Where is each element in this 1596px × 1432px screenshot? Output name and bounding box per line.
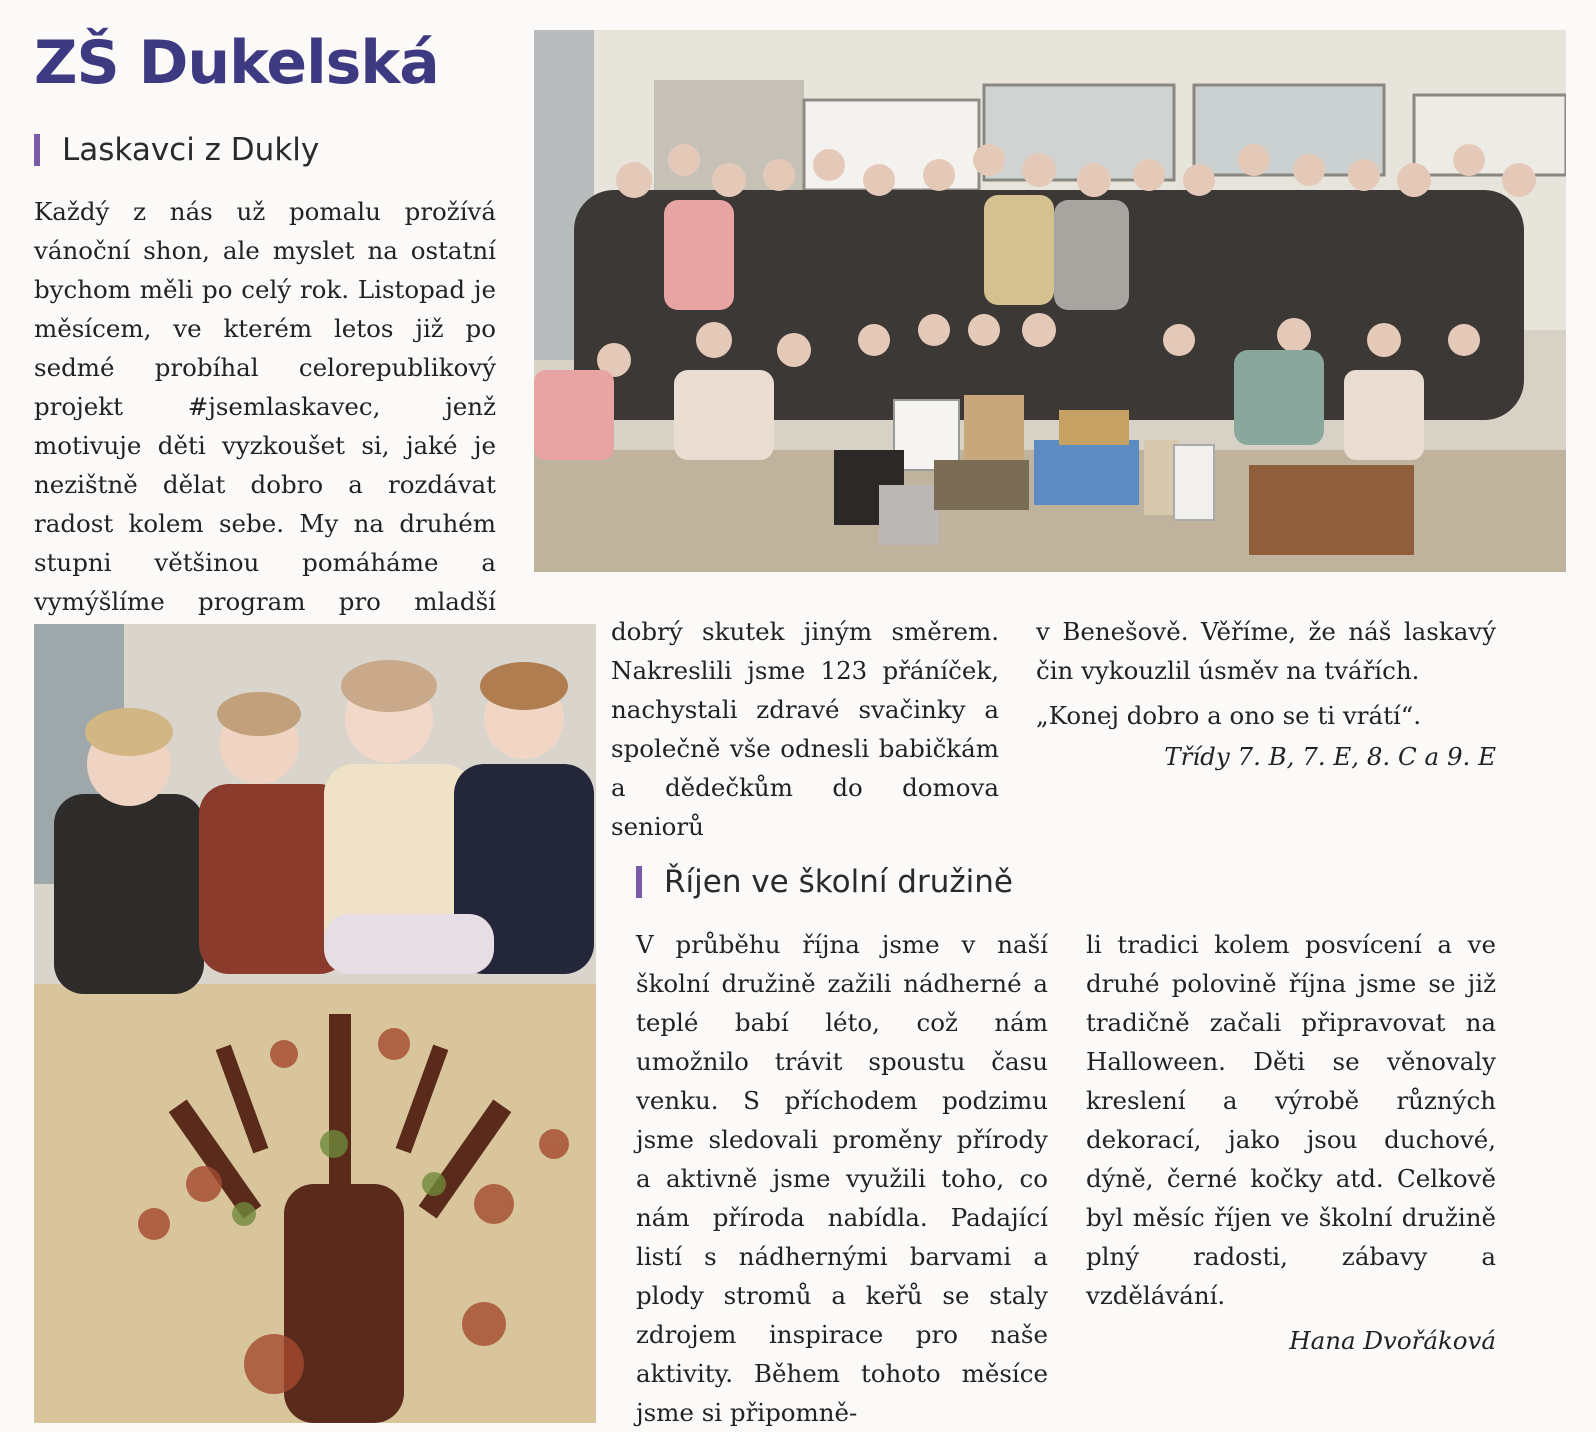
article1-paragraph-3: v Benešově. Věříme, že náš laskavý čin vykouzlil úsměv na tvářích.	[1036, 617, 1496, 685]
article2-signature: Hana Dvořáková	[1289, 1326, 1496, 1355]
article-heading-laskavci	[34, 130, 319, 170]
article1-column-right	[1036, 612, 1496, 776]
article1-signature: Třídy 7. B, 7. E, 8. C a 9. E	[1164, 742, 1496, 771]
article-heading-rijen	[636, 862, 1013, 902]
page-title: ZŠ Dukelská	[34, 28, 439, 98]
article2-paragraph-1: V průběhu října jsme v naší školní družině zažili nádherné a teplé babí léto, což nám umožnilo trávit spoustu času venku. S příchodem podzimu jsme sledovali proměny přírody a aktivně jsme využili toho, co nám příroda nabídla. Padající listí s nádhernými barvami a plody stromů a keřů se staly zdrojem inspirace pro naše aktivity. Během tohoto měsíce jsme si připomně-	[636, 930, 1048, 1427]
article1-column-middle	[611, 612, 999, 846]
article2-column-right	[1086, 925, 1496, 1360]
article1-paragraph-1: Každý z nás už pomalu prožívá vánoční shon, ale myslet na ostatní bychom měli po celý rok. Listopad je měsícem, ve kterém letos již po sedmé probíhal celorepublikový projekt #jsemlaskavec, jenž motivuje děti vyzkoušet si, jaké je nezištně dělat dobro a rozdávat radost kolem sebe. My na druhém stupni většinou pomáháme a vymýšlíme program pro mladší	[34, 197, 496, 616]
article2-column-left	[636, 925, 1048, 1432]
group-photo	[534, 30, 1566, 572]
article1-paragraph-2: dobrý skutek jiným směrem. Nakreslili jsme 123 přáníček, nachystali zdravé svačinky a společně vše odnesli babičkám a dědečkům do domova seniorů	[611, 617, 999, 841]
article-heading-text: Laskavci z Dukly	[62, 132, 320, 168]
children-photo	[34, 624, 596, 1423]
article-heading-text: Říjen ve školní družině	[664, 864, 1013, 900]
article1-quote: „Konej dobro a ono se ti vrátí“.	[1036, 701, 1422, 730]
article1-column-left	[34, 192, 496, 699]
article2-paragraph-2: li tradici kolem posvícení a ve druhé polovině října jsme se již tradičně začali připravovat na Halloween. Děti se věnovaly kreslení a výrobě různých dekorací, jako jsou duchové, dýně, černé kočky atd. Celkově byl měsíc říjen ve školní družině plný radosti, zábavy a vzdělávání.	[1086, 930, 1496, 1310]
